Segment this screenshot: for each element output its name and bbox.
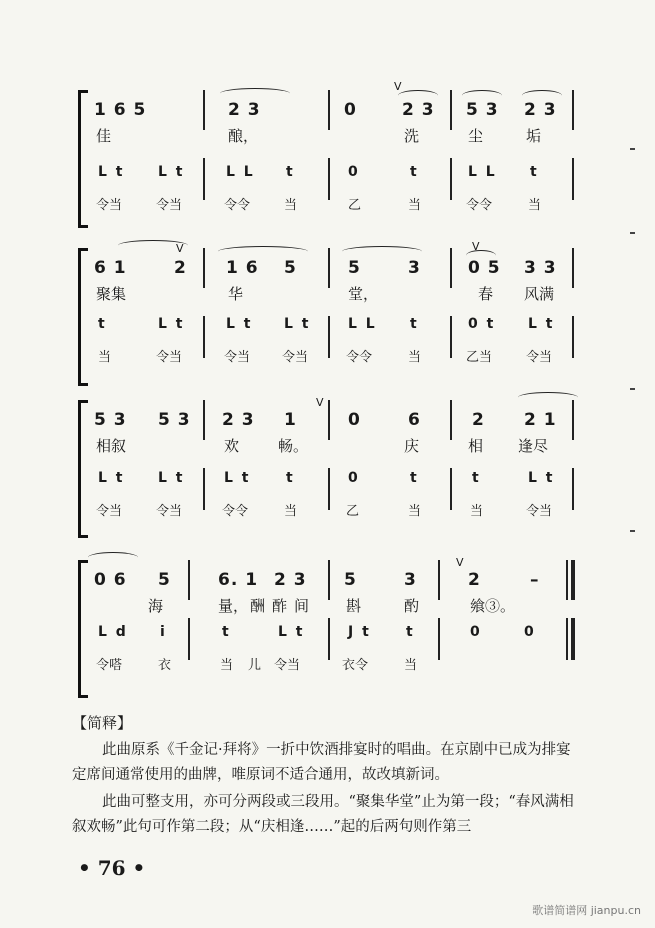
- lyric: 间: [294, 597, 310, 615]
- final-barline: [571, 560, 575, 600]
- barline: [328, 316, 330, 358]
- barline: [572, 316, 574, 358]
- commentary-paragraph: 此曲可整支用，亦可分两段或三段用。“聚集华堂”止为第一段；“春风满相叙欢畅”此句可作第二段；从“庆相逢……”起的后两句则作第三: [72, 794, 574, 835]
- percussion-word: 当: [284, 504, 298, 519]
- notation: –: [530, 570, 540, 590]
- barline: [188, 618, 190, 660]
- percussion: L t: [158, 470, 185, 486]
- notation: 5: [348, 258, 361, 278]
- percussion: L d: [98, 624, 128, 640]
- score-system-2: [78, 240, 578, 396]
- barline: [328, 468, 330, 510]
- percussion: t: [406, 624, 415, 640]
- lyric: 相叙: [96, 437, 127, 455]
- lyric: 风满: [524, 285, 555, 303]
- score-system-4: [78, 558, 578, 708]
- lyric: 华: [228, 285, 244, 303]
- percussion: L t: [278, 624, 305, 640]
- barline: [572, 90, 574, 130]
- percussion-word: 当: [408, 350, 422, 365]
- margin-mark: [630, 530, 635, 532]
- percussion-word: 当: [408, 198, 422, 213]
- system-bracket: [78, 90, 88, 228]
- breath-mark: V: [472, 240, 480, 253]
- section-label: 【简释】: [72, 714, 133, 732]
- percussion: 0: [470, 624, 482, 640]
- barline: [566, 560, 568, 600]
- percussion-word: 令当: [526, 350, 553, 365]
- notation: 2 3: [274, 570, 307, 590]
- lyric: 尘: [468, 127, 484, 145]
- notation: 6. 1: [218, 570, 259, 590]
- barline: [572, 248, 574, 288]
- percussion-word: 令当: [224, 350, 251, 365]
- percussion: t: [98, 316, 107, 332]
- lyric: 聚集: [96, 285, 127, 303]
- system-bracket: [78, 560, 88, 698]
- barline: [450, 468, 452, 510]
- barline: [450, 90, 452, 130]
- notation: 5: [158, 570, 171, 590]
- percussion-word: 当: [98, 350, 112, 365]
- percussion: 0: [524, 624, 536, 640]
- notation: 0 6: [94, 570, 127, 590]
- notation: 1 6 5: [94, 100, 147, 120]
- percussion: L t: [226, 316, 253, 332]
- margin-mark: [630, 148, 635, 150]
- barline: [328, 618, 330, 660]
- notation: 6: [408, 410, 421, 430]
- notation: 2 3: [524, 100, 557, 120]
- notation: 6 1: [94, 258, 127, 278]
- percussion: 0: [348, 164, 360, 180]
- score-system-3: [78, 398, 578, 548]
- percussion-word: 令当: [156, 350, 183, 365]
- barline: [438, 560, 440, 600]
- percussion-word: 令当: [156, 504, 183, 519]
- barline: [203, 316, 205, 358]
- notation: 2: [468, 570, 481, 590]
- barline: [566, 618, 568, 660]
- notation: 3: [408, 258, 421, 278]
- slur: [218, 246, 308, 257]
- percussion-word: 乙当: [466, 350, 493, 365]
- percussion-word: 乙: [348, 198, 362, 213]
- barline: [450, 248, 452, 288]
- barline: [328, 400, 330, 440]
- barline: [450, 158, 452, 200]
- notation: 2: [472, 410, 485, 430]
- lyric: 量，: [218, 597, 249, 615]
- percussion: 0: [348, 470, 360, 486]
- percussion: L L: [348, 316, 377, 332]
- barline: [203, 158, 205, 200]
- slur: [342, 246, 422, 257]
- percussion-word: 儿: [248, 658, 262, 673]
- lyric: 相: [468, 437, 484, 455]
- percussion-word: 令令: [346, 350, 373, 365]
- barline: [203, 90, 205, 130]
- notation: 2 3: [222, 410, 255, 430]
- notation: 3: [404, 570, 417, 590]
- barline: [328, 248, 330, 288]
- lyric: 庆: [404, 437, 420, 455]
- lyric: 垢: [526, 127, 542, 145]
- percussion: L t: [158, 164, 185, 180]
- lyric: 欢: [224, 437, 240, 455]
- percussion-word: 衣: [158, 658, 172, 673]
- percussion-word: 令令: [222, 504, 249, 519]
- percussion: t: [410, 164, 419, 180]
- percussion: i: [160, 624, 167, 640]
- notation: 5: [344, 570, 357, 590]
- notation: 5 3: [466, 100, 499, 120]
- lyric: 海: [148, 597, 164, 615]
- notation: 1: [284, 410, 297, 430]
- notation: 0 5: [468, 258, 501, 278]
- lyric: 酿，: [228, 127, 259, 145]
- barline: [203, 400, 205, 440]
- score-system-1: [78, 80, 578, 238]
- breath-mark: V: [176, 242, 184, 255]
- barline: [203, 248, 205, 288]
- percussion: L L: [468, 164, 497, 180]
- notation: 0: [348, 410, 361, 430]
- commentary-paragraph: 此曲原系《千金记·拜将》一折中饮酒排宴时的唱曲。在京剧中已成为排宴定席间通常使用的曲牌，唯原词不适合通用，故改填新词。: [72, 742, 571, 783]
- barline: [328, 560, 330, 600]
- percussion: L t: [158, 316, 185, 332]
- percussion: t: [410, 316, 419, 332]
- barline: [572, 468, 574, 510]
- percussion: t: [286, 164, 295, 180]
- percussion-word: 当: [408, 504, 422, 519]
- barline: [450, 400, 452, 440]
- lyric: 春: [478, 285, 494, 303]
- system-bracket: [78, 400, 88, 538]
- slur: [88, 552, 138, 563]
- barline: [438, 618, 440, 660]
- percussion: t: [410, 470, 419, 486]
- lyric: 畅。: [278, 437, 309, 455]
- barline: [572, 158, 574, 200]
- percussion-word: 令当: [156, 198, 183, 213]
- percussion-word: 当: [404, 658, 418, 673]
- system-bracket: [78, 248, 88, 386]
- percussion: J t: [348, 624, 371, 640]
- percussion-word: 令令: [466, 198, 493, 213]
- notation: 2 3: [228, 100, 261, 120]
- notation: 2 3: [402, 100, 435, 120]
- percussion: L t: [284, 316, 311, 332]
- barline: [572, 400, 574, 440]
- lyric: 逢尽: [518, 437, 549, 455]
- percussion-word: 令当: [274, 658, 301, 673]
- breath-mark: V: [316, 396, 324, 409]
- notation: 3 3: [524, 258, 557, 278]
- percussion: t: [286, 470, 295, 486]
- percussion: t: [530, 164, 539, 180]
- barline: [203, 468, 205, 510]
- notation: 2 1: [524, 410, 557, 430]
- lyric: 堂，: [348, 285, 379, 303]
- percussion: L t: [528, 470, 555, 486]
- percussion: L t: [98, 164, 125, 180]
- percussion-word: 乙: [346, 504, 360, 519]
- percussion-word: 当: [284, 198, 298, 213]
- percussion-word: 令令: [224, 198, 251, 213]
- percussion-word: 当: [528, 198, 542, 213]
- lyric: 洗: [404, 127, 420, 145]
- barline: [328, 90, 330, 130]
- margin-mark: [630, 388, 635, 390]
- barline: [328, 158, 330, 200]
- lyric: 佳: [96, 127, 112, 145]
- percussion: 0 t: [468, 316, 496, 332]
- lyric: 飨③。: [470, 597, 516, 615]
- percussion-word: 当: [470, 504, 484, 519]
- barline: [450, 316, 452, 358]
- lyric: 斟: [346, 597, 362, 615]
- notation: 5: [284, 258, 297, 278]
- percussion-word: 令当: [282, 350, 309, 365]
- watermark: 歌谱简谱网 jianpu.cn: [532, 904, 641, 917]
- percussion: t: [222, 624, 231, 640]
- notation: 2: [174, 258, 187, 278]
- percussion-word: 衣令: [342, 658, 369, 673]
- final-barline: [571, 618, 575, 660]
- lyric: 酢: [272, 597, 288, 615]
- notation: 0: [344, 100, 357, 120]
- slur: [220, 88, 290, 99]
- breath-mark: V: [394, 80, 402, 93]
- percussion-word: 令当: [96, 504, 123, 519]
- notation: 5 3: [94, 410, 127, 430]
- barline: [188, 560, 190, 600]
- percussion-word: 令当: [96, 198, 123, 213]
- notation: 1 6: [226, 258, 259, 278]
- page-number: • 76 •: [78, 856, 146, 880]
- lyric: 酌: [404, 597, 420, 615]
- lyric: 酬: [250, 597, 266, 615]
- percussion: t: [472, 470, 481, 486]
- percussion: L t: [98, 470, 125, 486]
- percussion-word: 令嗒: [96, 658, 123, 673]
- breath-mark: V: [456, 556, 464, 569]
- percussion: L t: [224, 470, 251, 486]
- percussion-word: 令当: [526, 504, 553, 519]
- percussion: L t: [528, 316, 555, 332]
- percussion-word: 当: [220, 658, 234, 673]
- percussion: L L: [226, 164, 255, 180]
- notation: 5 3: [158, 410, 191, 430]
- margin-mark: [630, 232, 635, 234]
- slur: [518, 392, 578, 403]
